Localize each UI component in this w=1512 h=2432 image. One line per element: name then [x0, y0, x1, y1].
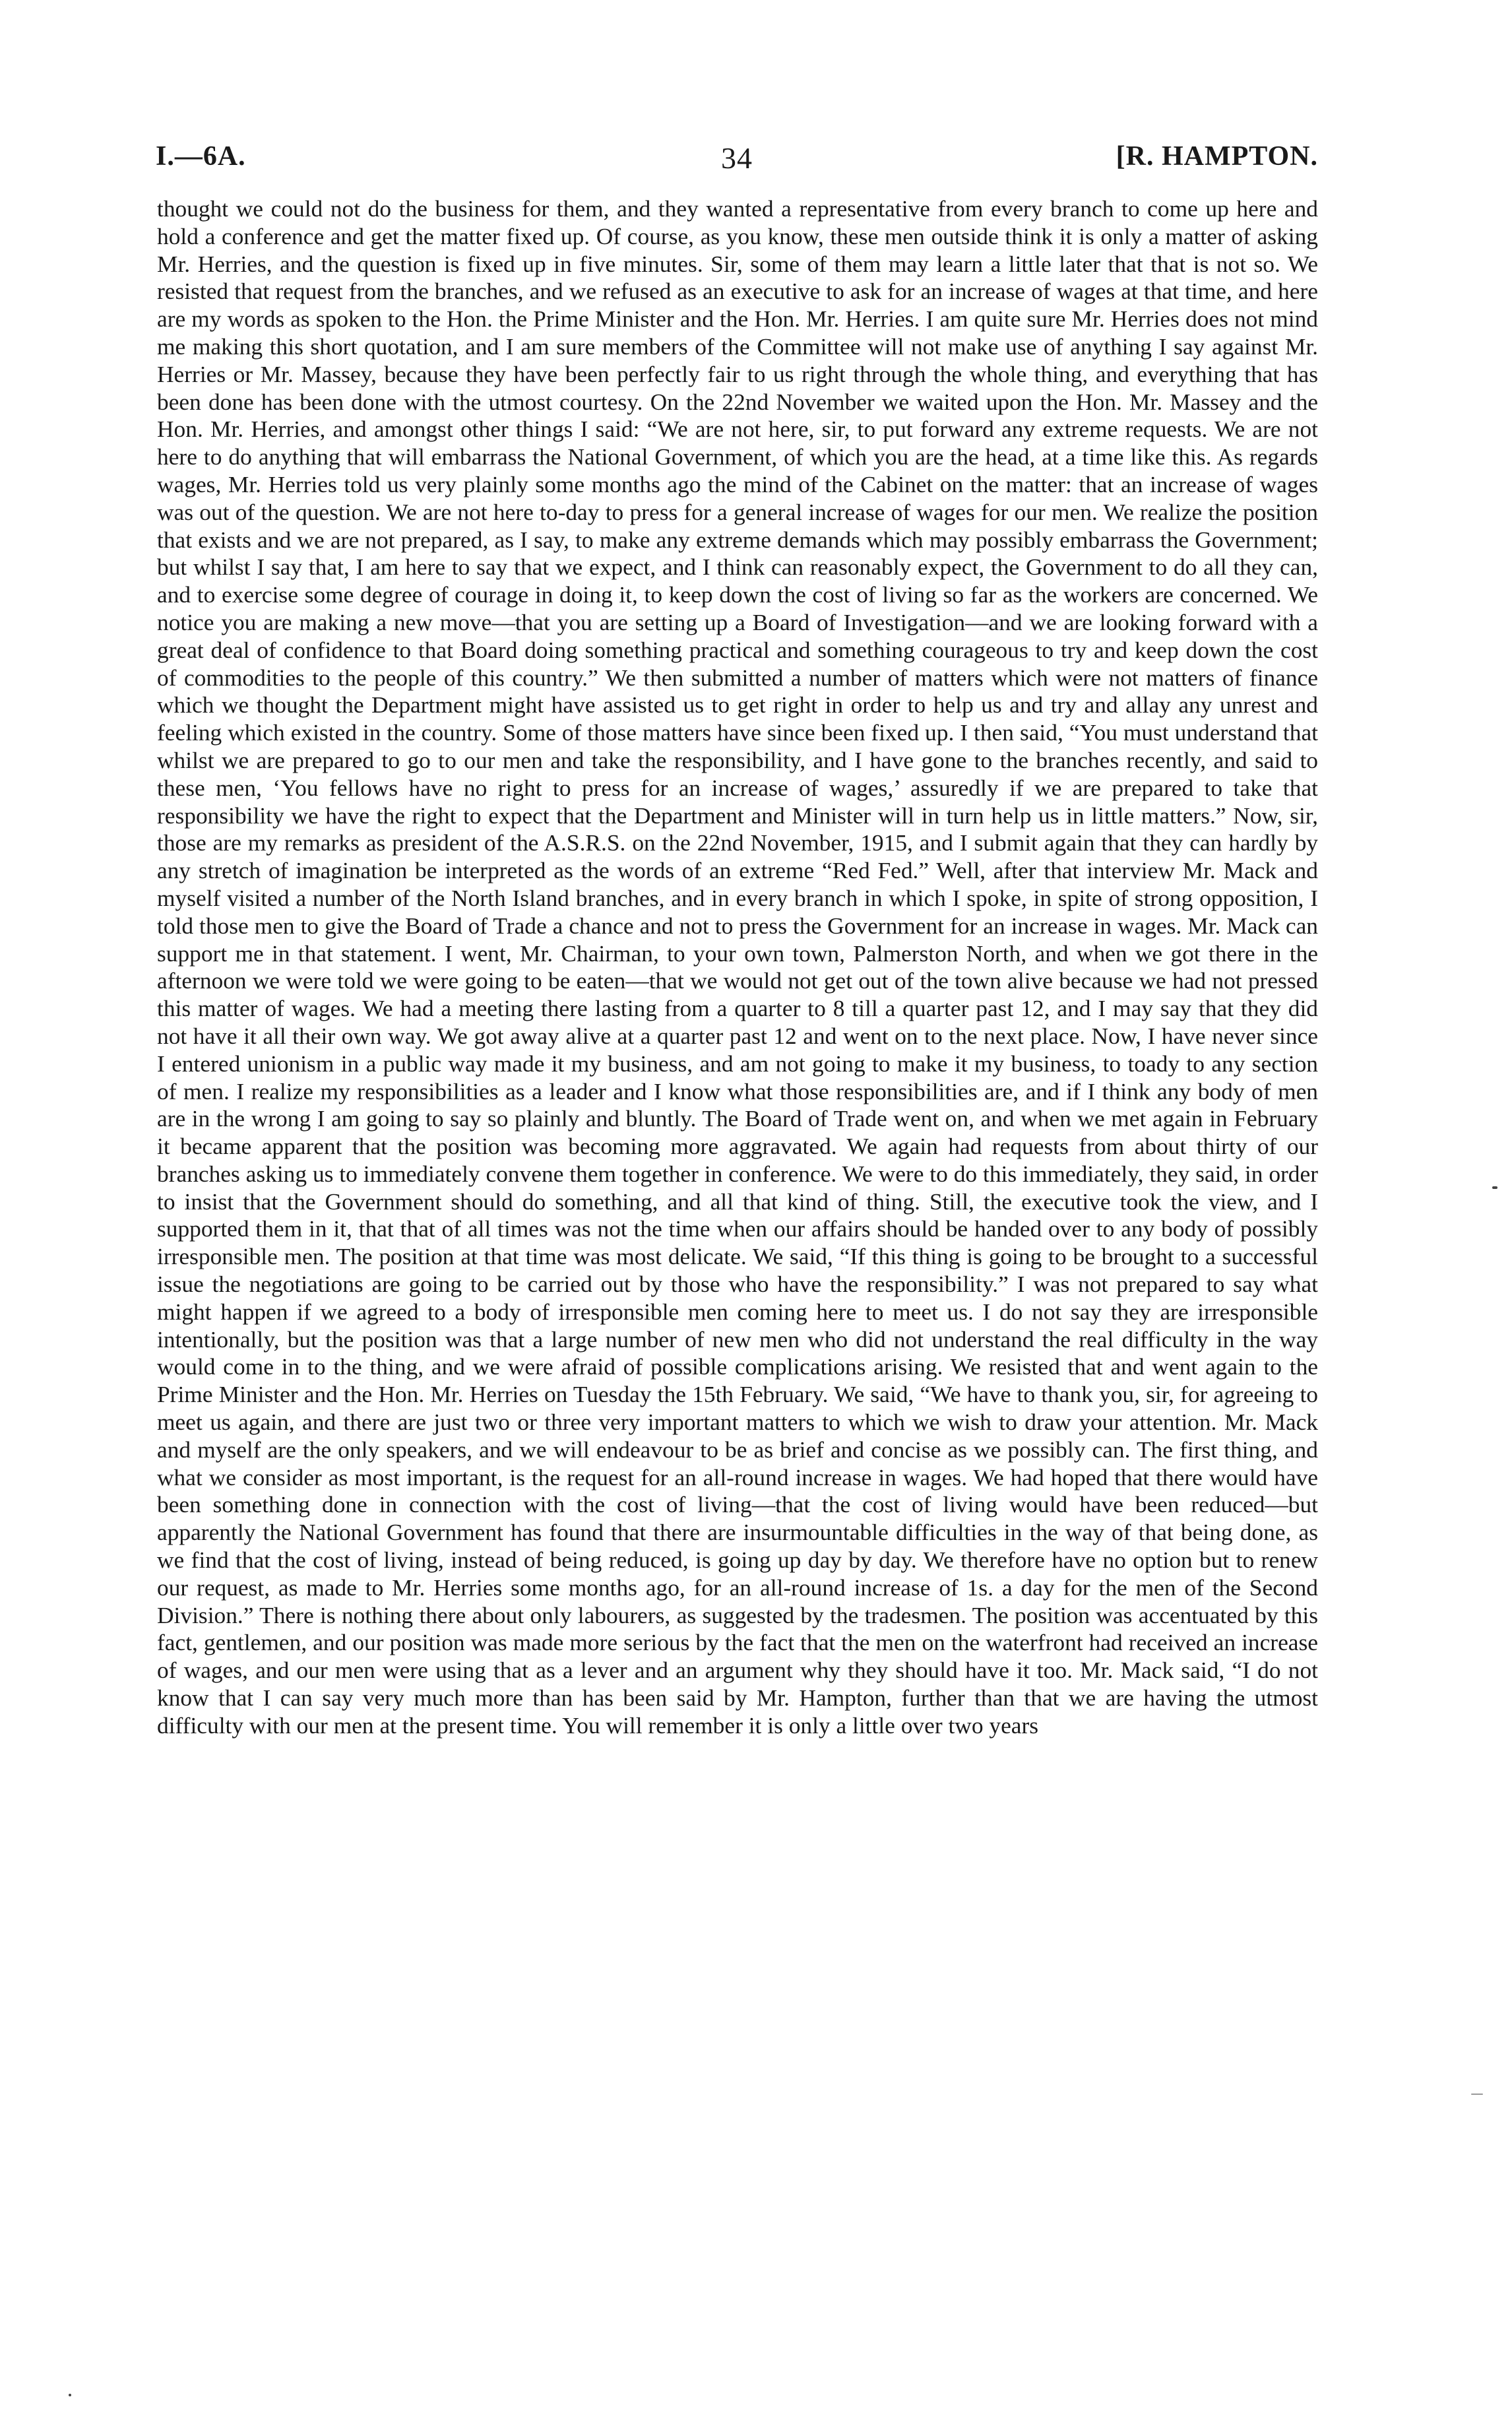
body-paragraph: thought we could not do the business for them, and they wanted a representative from every branch to come up here and hold a conference and get the matter fixed up. Of course, as you know, these men outside think it is only a matter of asking Mr. Herries, and the question is fixed up in five minutes. Sir, some of them may learn a little later that that is not so. We resisted that request from the branches, and we refused as an executive to ask for an increase of wages at that time, and here are my words as spoken to the Hon. the Prime Minister and the Hon. Mr. Herries. I am quite sure Mr. Herries does not mind me making this short quotation, and I am sure members of the Committee will not make use of anything I say against Mr. Herries or Mr. Massey, because they have been perfectly fair to us right through the whole thing, and everything that has been done has been done with the utmost courtesy. On the 22nd November we waited upon the Hon. Mr. Massey and the Hon. Mr. Herries, and amongst other things I said: “We are not here, sir, to put forward any extreme requests. We are not here to do anything that will embarrass the National Government, of which you are the head, at a time like this. As regards wages, Mr. Herries told us very plainly some months ago the mind of the Cabinet on the matter: that an increase of wages was out of the question. We are not here to-day to press for a general increase of wages for our men. We realize the position that exists and we are not prepared, as I say, to make any extreme demands which may possibly embarrass the Government; but whilst I say that, I am here to say that we expect, and I think can reasonably expect, the Government to do all they can, and to exercise some degree of courage in doing it, to keep down the cost of living so far as the workers are concerned. We notice you are making a new move—that you are setting up a Board of Investigation—and we are looking forward with a great deal of confidence to that Board doing something practical and something courageous to try and keep down the cost of commodities to the people of this country.” We then submitted a number of matters which were not matters of finance which we thought the Department might have assisted us to get right in order to help us and try and allay any unrest and feeling which existed in the country. Some of those matters have since been fixed up. I then said, “You must understand that whilst we are prepared to go to our men and take the responsibility, and I have gone to the branches recently, and said to these men, ‘You fellows have no right to press for an increase of wages,’ assuredly if we are prepared to take that responsibility we have the right to expect that the Department and Minister will in turn help us in little matters.” Now, sir, those are my remarks as president of the A.S.R.S. on the 22nd November, 1915, and I submit again that they can hardly by any stretch of imagination be interpreted as the words of an extreme “Red Fed.” Well, after that interview Mr. Mack and myself visited a number of the North Island branches, and in every branch in which I spoke, in spite of strong opposition, I told those men to give the Board of Trade a chance and not to press the Government for an increase in wages. Mr. Mack can support me in that statement. I went, Mr. Chairman, to your own town, Palmerston North, and when we got there in the afternoon we were told we were going to be eaten—that we would not get out of the town alive because we had not pressed this matter of wages. We had a meeting there lasting from a quarter to 8 till a quarter past 12, and I may say that they did not have it all their own way. We got away alive at a quarter past 12 and went on to the next place. Now, I have never since I entered unionism in a public way made it my business, and am not going to make it my business, to toady to any section of men. I realize my responsibilities as a leader and I know what those responsibilities are, and if I think any body of men are in the wrong I am going to say so plainly and bluntly. The Board of Trade went on, and when we met again in February it became apparent that the position was becoming more aggravated. We again had requests from about thirty of our branches asking us to immediately convene them together in conference. We were to do this immediately, they said, in order to insist that the Government should do something, and all that kind of thing. Still, the executive took the view, and I supported them in it, that that of all times was not the time when our affairs should be handed over to any body of possibly irresponsible men. The position at that time was most delicate. We said, “If this thing is going to be brought to a successful issue the negotiations are going to be carried out by those who have the responsibility.” I was not prepared to say what might happen if we agreed to a body of irresponsible men coming here to meet us. I do not say they are irresponsible intentionally, but the position was that a large number of new men who did not understand the real difficulty in the way would come in to the thing, and we were afraid of possible complications arising. We resisted that and went again to the Prime Minister and the Hon. Mr. Herries on Tuesday the 15th February. We said, “We have to thank you, sir, for agreeing to meet us again, and there are just two or three very important matters to which we wish to draw your attention. Mr. Mack and myself are the only speakers, and we will endeavour to be as brief and concise as we possibly can. The first thing, and what we consider as most important, is the request for an all-round increase in wages. We had hoped that there would have been something done in connection with the cost of living—that the cost of living would have been reduced—but apparently the National Government has found that there are insurmountable difficulties in the way of that being done, as we find that the cost of living, instead of being reduced, is going up day by day. We therefore have no option but to renew our request, as made to Mr. Herries some months ago, for an all-round increase of 1s. a day for the men of the Second Division.” There is nothing there about only labourers, as suggested by the tradesmen. The position was accentuated by this fact, gentlemen, and our position was made more serious by the fact that the men on the waterfront had received an increase of wages, and our men were using that as a lever and an argument why they should have it too. Mr. Mack said, “I do not know that I can say very much more than has been said by Mr. Hampton, further than that we are having the utmost difficulty with our men at the present time. You will remember it is only a little over two years [157, 195, 1318, 1739]
speaker-name: [R. HAMPTON. [1116, 141, 1318, 172]
margin-speck [1471, 2094, 1483, 2095]
document-reference: I.—6A. [156, 141, 246, 172]
page-number: 34 [721, 141, 753, 175]
margin-speck [1492, 1186, 1497, 1189]
page-header [156, 141, 1318, 180]
margin-speck [69, 2394, 71, 2396]
